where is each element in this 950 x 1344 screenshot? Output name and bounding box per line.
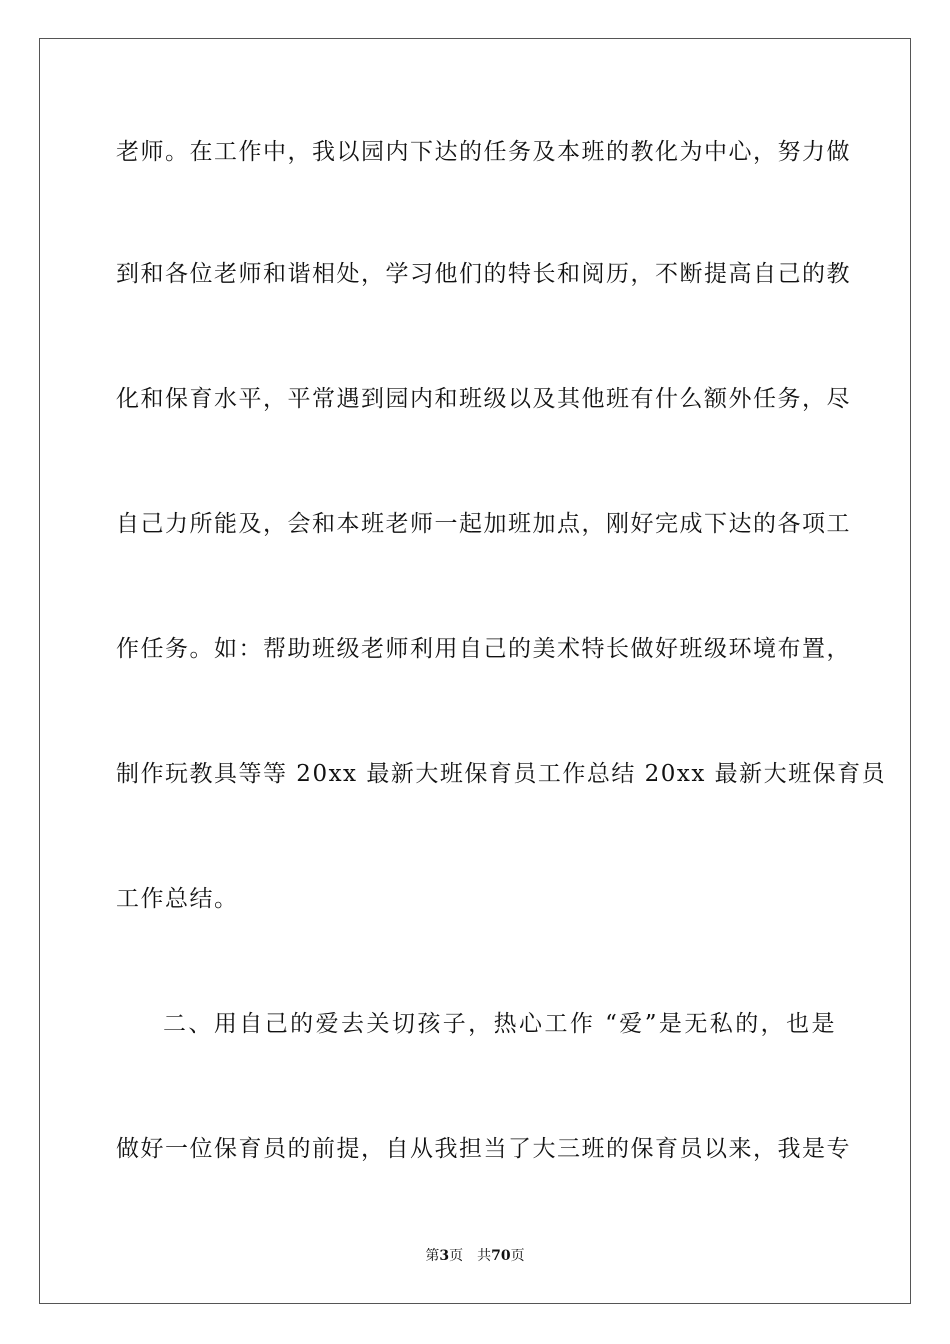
page-footer	[0, 1247, 950, 1265]
page-border	[39, 38, 911, 1304]
text-line-8: 二、用自己的爱去关切孩子，热心工作 “爱”是无私的，也是	[163, 1011, 836, 1037]
footer-page-prefix: 第	[425, 1248, 440, 1264]
text-line-2: 到和各位老师和谐相处，学习他们的特长和阅历，不断提高自己的教	[116, 261, 851, 287]
text-line-9: 做好一位保育员的前提，自从我担当了大三班的保育员以来，我是专	[116, 1136, 851, 1162]
text-line-1: 老师。在工作中，我以园内下达的任务及本班的教化为中心，努力做	[116, 139, 851, 165]
footer-total-prefix: 共	[477, 1248, 492, 1264]
footer-total-suffix: 页	[510, 1248, 525, 1264]
text-line-7: 工作总结。	[116, 886, 239, 912]
text-line-4: 自己力所能及，会和本班老师一起加班加点，刚好完成下达的各项工	[116, 511, 851, 537]
footer-page-number: 3	[439, 1248, 450, 1264]
footer-page-suffix: 页	[449, 1248, 464, 1264]
footer-total-number: 70	[491, 1248, 511, 1264]
text-line-5: 作任务。如：帮助班级老师利用自己的美术特长做好班级环境布置，	[116, 636, 851, 662]
text-line-3: 化和保育水平，平常遇到园内和班级以及其他班有什么额外任务，尽	[116, 386, 851, 412]
text-line-6: 制作玩教具等等 20xx 最新大班保育员工作总结 20xx 最新大班保育员	[116, 761, 887, 787]
